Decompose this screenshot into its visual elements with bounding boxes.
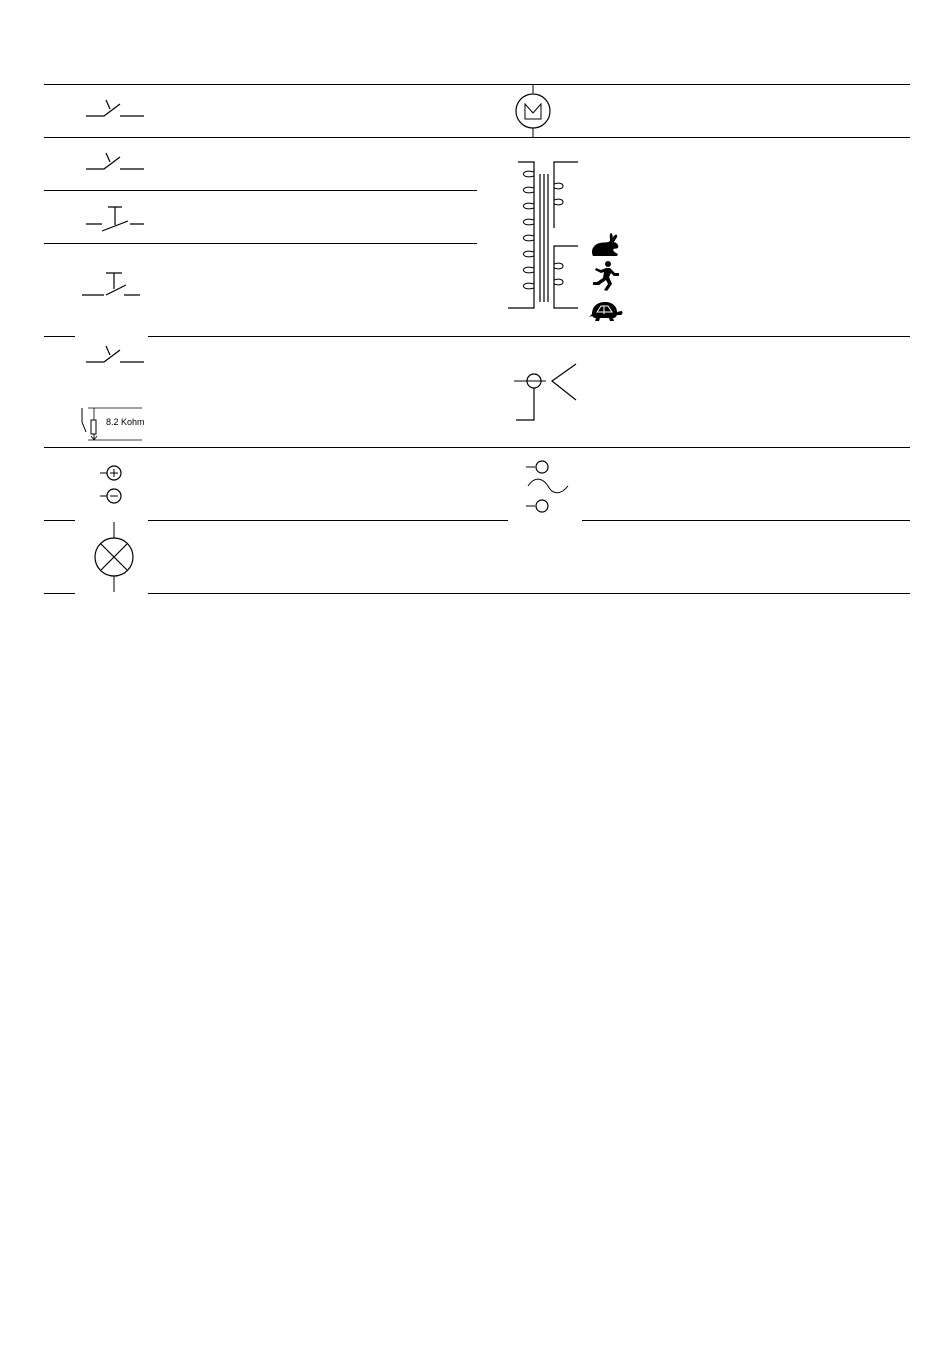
push-button-normally-closed-icon — [80, 271, 144, 301]
rule-row6-b — [148, 520, 508, 521]
rule-row5 — [44, 447, 910, 448]
rule-bottom-b — [148, 593, 910, 594]
resistor-icon — [76, 406, 146, 442]
rabbit-icon — [590, 232, 622, 258]
ac-terminals-icon — [524, 458, 572, 518]
rule-row1 — [44, 137, 910, 138]
running-man-icon — [590, 260, 622, 292]
rule-row6-a — [44, 520, 75, 521]
rule-row4-main — [148, 336, 910, 337]
motor-icon — [512, 84, 556, 137]
rule-bottom-a — [44, 593, 75, 594]
switch-icon — [84, 152, 148, 176]
turtle-icon — [588, 300, 624, 322]
rule-row3-left — [44, 243, 477, 244]
rule-top — [44, 84, 910, 85]
lamp-holder-icon — [512, 360, 582, 424]
push-button-icon — [84, 205, 148, 233]
dc-terminals-icon — [98, 462, 130, 506]
lamp-icon — [90, 522, 138, 592]
resistor-label: 8.2 Kohm — [106, 417, 145, 427]
rule-row6-c — [582, 520, 910, 521]
switch-icon — [84, 98, 148, 122]
rule-row4-left-a — [44, 336, 75, 337]
rule-row2-left — [44, 190, 477, 191]
switch-icon — [84, 344, 148, 368]
transformer-icon — [506, 160, 586, 312]
